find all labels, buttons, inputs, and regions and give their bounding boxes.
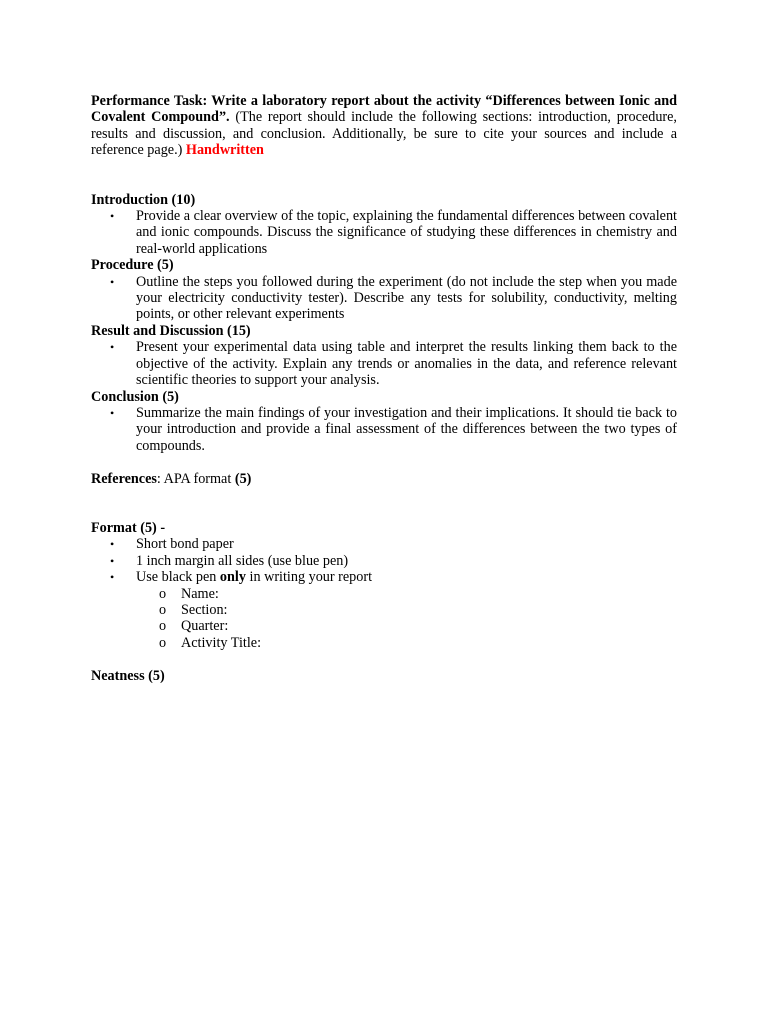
handwritten-note: Handwritten [185, 142, 264, 159]
task-paragraph [91, 93, 677, 159]
bullet-icon: • [110, 274, 115, 289]
sub-list-item: o Section: [159, 601, 228, 618]
list-item: • Use black pen only in writing your report [110, 569, 373, 586]
section-heading: Procedure (5) [91, 257, 174, 274]
sub-bullet-icon: o [159, 618, 167, 635]
section-heading: Introduction (10) [91, 191, 196, 208]
bullet-icon: • [110, 405, 115, 420]
list-item: • Provide a clear overview of the topic, explaining the fundamental differences between covalent and ionic compounds. Discuss the significance of studying these differences in chemistry and real-world applications [110, 208, 677, 257]
section-conclusion [91, 389, 677, 455]
bullet-icon: • [110, 537, 115, 552]
neatness-heading: Neatness (5) [91, 667, 165, 684]
list-item: • Short bond paper [110, 536, 234, 553]
sub-bullet-icon: o [159, 634, 167, 651]
document-body [91, 93, 677, 684]
sub-list-item: o Activity Title: [159, 634, 262, 651]
task-description: (The report should include the following sections: introduction, procedure, results and discussion, and conclusion. Additionally, be sure to cite your sources and include a reference page.) [91, 109, 677, 159]
references-line: References: APA format (5) [91, 470, 252, 487]
references-label: References [91, 470, 157, 487]
sub-list-item: o Quarter: [159, 618, 229, 635]
list-item: • Outline the steps you followed during the experiment (do not include the step when you made your electricity conductivity tester). Describe any tests for solubility, conductivity, melting points, or other relevant experiments [110, 273, 677, 323]
section-heading: Result and Discussion (15) [91, 322, 251, 339]
section-format [91, 520, 677, 651]
references-points: (5) [234, 470, 252, 487]
list-item: • Summarize the main findings of your investigation and their implications. It should tie back to your introduction and provide a final assessment of the differences between the two types of compounds. [110, 404, 677, 454]
list-item: • Present your experimental data using table and interpret the results linking them back to the objective of the activity. Explain any trends or anomalies in the data, and reference relevant scientific theories to support your analysis. [110, 339, 677, 389]
bullet-icon: • [110, 553, 115, 568]
sub-bullet-icon: o [159, 585, 167, 602]
list-item: • 1 inch margin all sides (use blue pen) [110, 552, 349, 569]
section-heading: Conclusion (5) [91, 388, 179, 405]
bullet-icon: • [110, 570, 115, 585]
section-heading: Format (5) - [91, 519, 166, 536]
task-lead: Performance Task: Write a laboratory report about the activity “Differences between Ionic and Covalent Compound”. [91, 93, 677, 126]
bullet-icon: • [110, 209, 115, 224]
bullet-icon: • [110, 340, 115, 355]
sub-list-item: o Name: [159, 585, 219, 602]
section-result-discussion [91, 323, 677, 389]
section-procedure [91, 257, 677, 323]
sub-bullet-icon: o [159, 601, 167, 618]
section-introduction [91, 192, 677, 258]
